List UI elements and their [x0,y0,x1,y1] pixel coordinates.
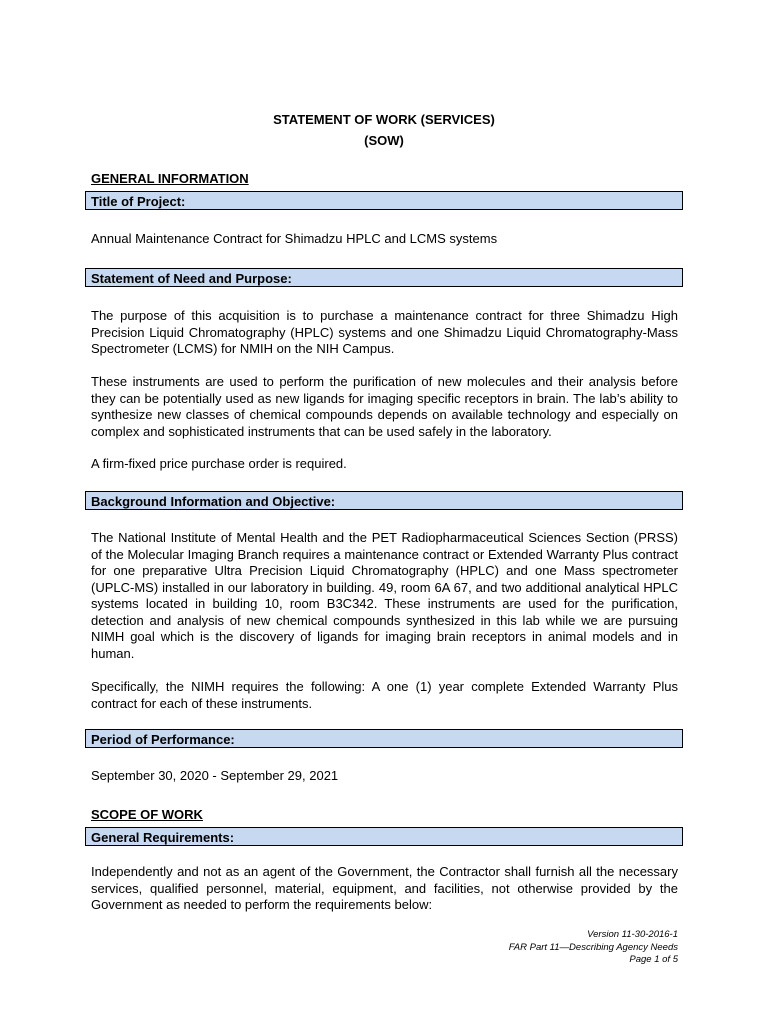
field-label-period-of-performance: Period of Performance: [85,729,683,748]
footer-page-number: Page 1 of 5 [629,954,678,965]
statement-of-need-paragraph-3: A firm-fixed price purchase order is required. [91,456,347,471]
period-of-performance-value: September 30, 2020 - September 29, 2021 [91,768,339,783]
section-heading-general-information: GENERAL INFORMATION [91,171,249,186]
statement-of-need-paragraph-2: These instruments are used to perform the purification of new molecules and their analysis before they can be potentially used as new ligands for imaging specific receptors in brain. The lab’s ability to synthesize new classes of chemical compounds depends on available technology and especially on complex and sophisticated instruments that can be used safely in the laboratory. [91,374,678,439]
document-title: STATEMENT OF WORK (SERVICES) [273,112,495,127]
general-requirements-paragraph: Independently and not as an agent of the Government, the Contractor shall furnish all the necessary services, qualified personnel, material, equipment, and facilities, not otherwise provided by the Government as needed to perform the requirements below: [91,864,678,912]
field-label-title-of-project: Title of Project: [85,191,683,210]
document-subtitle: (SOW) [364,133,404,148]
section-heading-scope-of-work: SCOPE OF WORK [91,807,203,822]
title-of-project-value: Annual Maintenance Contract for Shimadzu HPLC and LCMS systems [91,231,498,246]
background-paragraph-1: The National Institute of Mental Health and the PET Radiopharmaceutical Sciences Section (PRSS) of the Molecular Imaging Branch requires a maintenance contract or Extended Warranty Plus contract for one preparative Ultra Precision Liquid Chromatography (HPLC) and one Mass spectrometer (UPLC-MS) installed in our laboratory in building. 49, room 6A 67, and two additional analytical HPLC systems located in building 10, room B3C342. These instruments are used for the purification, detection and analysis of new chemical compounds synthesized in this lab while we are pursuing NIMH goal which is the discovery of ligands for imaging brain receptors in animal models and in human. [91,530,678,661]
footer-version: Version 11-30-2016-1 [587,929,678,940]
field-label-general-requirements: General Requirements: [85,827,683,846]
statement-of-need-paragraph-1: The purpose of this acquisition is to purchase a maintenance contract for three Shimadzu High Precision Liquid Chromatography (HPLC) systems and one Shimadzu Liquid Chromatography-Mass Spectrometer (LCMS) for NMIH on the NIH Campus. [91,308,678,356]
background-paragraph-2: Specifically, the NIMH requires the following: A one (1) year complete Extended Warranty Plus contract for each of these instruments. [91,679,678,711]
footer-far-part: FAR Part 11—Describing Agency Needs [508,942,678,953]
field-label-background-information: Background Information and Objective: [85,491,683,510]
field-label-statement-of-need: Statement of Need and Purpose: [85,268,683,287]
